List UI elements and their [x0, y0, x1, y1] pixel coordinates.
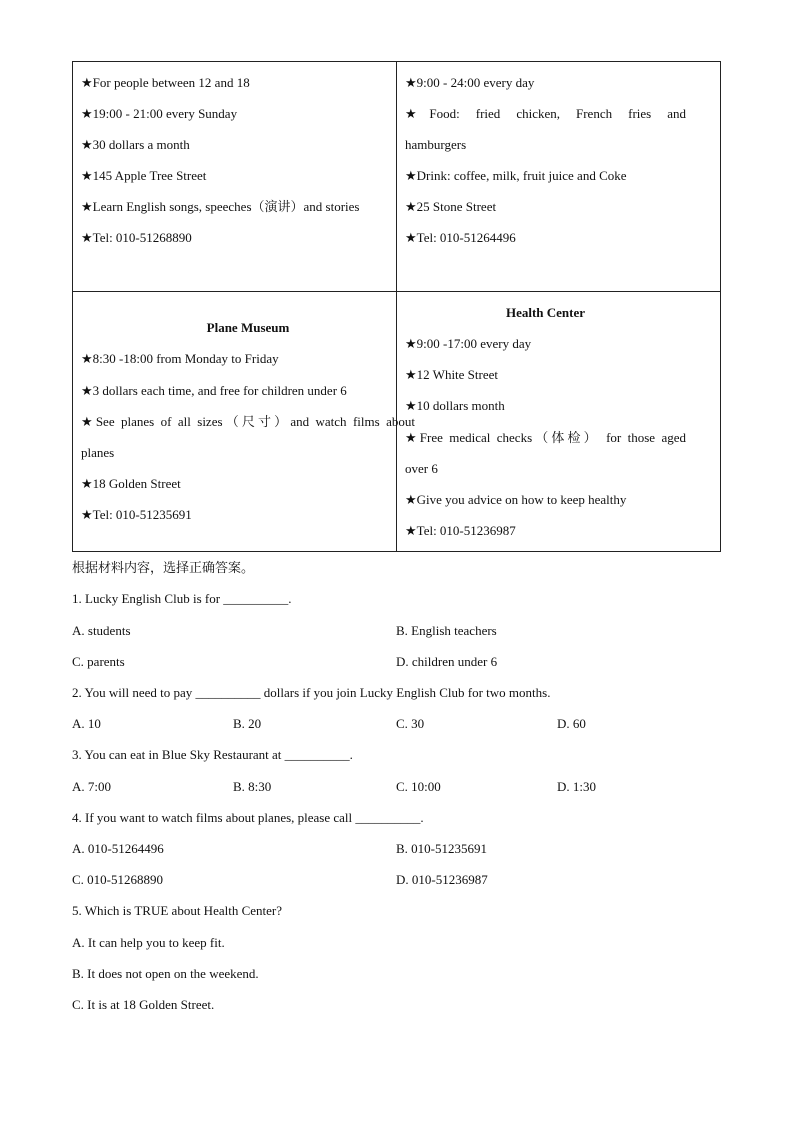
card-line: ★3 dollars each time, and free for children under 6 — [81, 383, 347, 398]
option-c[interactable]: C. 30 — [396, 716, 425, 731]
card-line: ★Food: fried chicken, French fries and — [405, 106, 686, 121]
card-line: ★For people between 12 and 18 — [81, 75, 250, 90]
option-b[interactable]: B. 20 — [233, 716, 262, 731]
card-line: ★9:00 -17:00 every day — [405, 336, 532, 351]
info-table — [72, 61, 721, 552]
card-line: ★Tel: 010-51235691 — [81, 507, 192, 522]
option-d[interactable]: D. children under 6 — [396, 654, 498, 669]
option-c[interactable]: C. 10:00 — [396, 779, 441, 794]
card-line: hamburgers — [405, 137, 467, 152]
card-line: ★18 Golden Street — [81, 476, 181, 491]
question-stem: 2. You will need to pay __________ dollars if you join Lucky English Club for two months. — [72, 685, 551, 700]
option-a[interactable]: A. 010-51264496 — [72, 841, 164, 856]
card-club — [73, 62, 397, 292]
option-c[interactable]: C. parents — [72, 654, 125, 669]
card-line: ★8:30 -18:00 from Monday to Friday — [81, 351, 279, 366]
card-line: ★30 dollars a month — [81, 137, 190, 152]
option-a[interactable]: A. It can help you to keep fit. — [72, 935, 225, 950]
instruction: 根据材料内容，选择正确答案。 — [72, 560, 255, 575]
question-stem: 3. You can eat in Blue Sky Restaurant at __________. — [72, 747, 353, 762]
option-d[interactable]: D. 010-51236987 — [396, 872, 488, 887]
card-line: ★Give you advice on how to keep healthy — [405, 492, 627, 507]
card-restaurant — [397, 62, 721, 292]
option-a[interactable]: A. 10 — [72, 716, 101, 731]
card-line: ★12 White Street — [405, 367, 499, 382]
card-line: ★Tel: 010-51236987 — [405, 523, 516, 538]
card-line: ★Tel: 010-51268890 — [81, 230, 192, 245]
card-line: ★See planes of all sizes（尺寸）and watch films about — [81, 414, 415, 429]
card-line: planes — [81, 445, 115, 460]
card-line: ★Drink: coffee, milk, fruit juice and Coke — [405, 168, 627, 183]
card-health — [397, 292, 721, 552]
option-d[interactable]: D. 60 — [557, 716, 586, 731]
option-b[interactable]: B. It does not open on the weekend. — [72, 966, 259, 981]
question-stem: 1. Lucky English Club is for __________. — [72, 591, 292, 606]
option-c[interactable]: C. It is at 18 Golden Street. — [72, 997, 215, 1012]
card-line: ★Learn English songs, speeches（演讲）and stories — [81, 199, 360, 214]
card-line: ★Tel: 010-51264496 — [405, 230, 516, 245]
option-a[interactable]: A. students — [72, 623, 131, 638]
card-line: over 6 — [405, 461, 438, 476]
option-a[interactable]: A. 7:00 — [72, 779, 111, 794]
option-b[interactable]: B. 010-51235691 — [396, 841, 487, 856]
card-title: Plane Museum — [206, 320, 290, 335]
option-b[interactable]: B. 8:30 — [233, 779, 272, 794]
option-c[interactable]: C. 010-51268890 — [72, 872, 163, 887]
card-title: Health Center — [505, 305, 586, 320]
card-line: ★145 Apple Tree Street — [81, 168, 207, 183]
card-museum — [73, 292, 415, 552]
card-line: ★10 dollars month — [405, 398, 505, 413]
card-line: ★Free medical checks（体检） for those aged — [405, 430, 686, 445]
option-b[interactable]: B. English teachers — [396, 623, 497, 638]
card-line: ★9:00 - 24:00 every day — [405, 75, 535, 90]
option-d[interactable]: D. 1:30 — [557, 779, 596, 794]
card-line: ★25 Stone Street — [405, 199, 497, 214]
card-line: ★19:00 - 21:00 every Sunday — [81, 106, 238, 121]
question-stem: 4. If you want to watch films about planes, please call __________. — [72, 810, 424, 825]
question-stem: 5. Which is TRUE about Health Center? — [72, 903, 282, 918]
